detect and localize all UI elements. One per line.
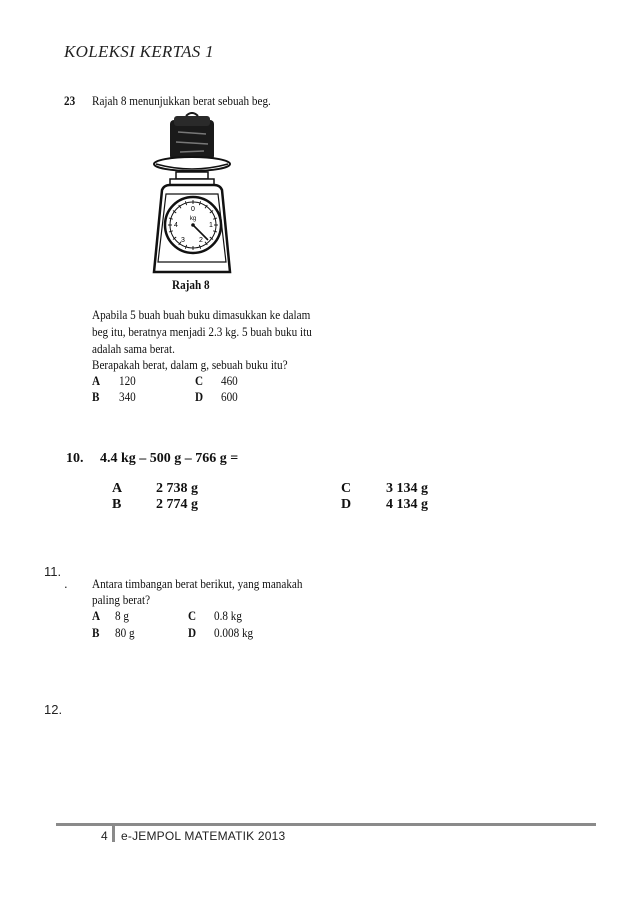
q23-option-b-letter: B [92,389,100,404]
question-11-line-1: Antara timbangan berat berikut, yang manakah [92,576,303,591]
q23-option-a-value: 120 [119,373,136,388]
q10-option-a-value: 2 738 g [156,481,198,496]
dial-unit: kg [189,216,197,222]
question-23-line-1: Apabila 5 buah buah buku dimasukkan ke dalam [92,307,311,322]
q23-option-d-value: 600 [221,389,238,404]
q10-option-b-letter: B [112,497,122,512]
footer-title: e-JEMPOL MATEMATIK 2013 [121,829,286,843]
question-12-number: 12. [44,702,63,717]
dial-number-4: 4 [174,222,178,229]
question-23-line-4: Berapakah berat, dalam g, sebuah buku itu? [92,357,288,372]
q23-option-d-letter: D [195,389,204,404]
question-23-stem: Rajah 8 menunjukkan berat sebuah beg. [92,93,271,108]
q23-option-c-value: 460 [221,373,238,388]
question-11-line-2: paling berat? [92,592,151,607]
dial-number-3: 3 [181,237,185,244]
q11-option-d-letter: D [188,625,197,640]
question-23-line-2: beg itu, beratnya menjadi 2.3 kg. 5 buah buku itu [92,324,312,339]
q11-option-a-value: 8 g [115,608,129,623]
q10-option-b-value: 2 774 g [156,497,198,512]
dial-number-2: 2 [199,237,203,244]
q11-option-b-value: 80 g [115,625,135,640]
footer-rule [56,823,596,826]
q11-option-d-value: 0.008 kg [214,625,254,640]
question-10-number: 10. [66,451,84,466]
question-23-number: 23 [64,93,76,108]
running-header: KOLEKSI KERTAS 1 [64,42,214,61]
question-11-number: 11. [44,564,62,579]
question-11-dot: . [64,576,68,591]
q11-option-a-letter: A [92,608,101,623]
dial-number-1: 1 [209,222,213,229]
q10-option-d-letter: D [341,497,352,512]
weighing-scale-figure [148,112,244,278]
page-number: 4 [101,829,108,843]
q11-option-c-letter: C [188,608,197,623]
q11-option-b-letter: B [92,625,100,640]
bag-illustration [170,113,214,160]
q23-option-b-value: 340 [119,389,136,404]
question-10-stem: 4.4 kg – 500 g – 766 g = [100,451,239,466]
figure-caption: Rajah 8 [172,277,210,292]
q23-option-c-letter: C [195,373,204,388]
footer-separator [112,826,115,842]
q10-option-c-letter: C [341,481,352,496]
q23-option-a-letter: A [92,373,101,388]
q10-option-a-letter: A [112,481,123,496]
q10-option-c-value: 3 134 g [386,481,428,496]
q10-option-d-value: 4 134 g [386,497,428,512]
question-23-line-3: adalah sama berat. [92,341,175,356]
dial-number-0: 0 [191,206,195,213]
q11-option-c-value: 0.8 kg [214,608,242,623]
